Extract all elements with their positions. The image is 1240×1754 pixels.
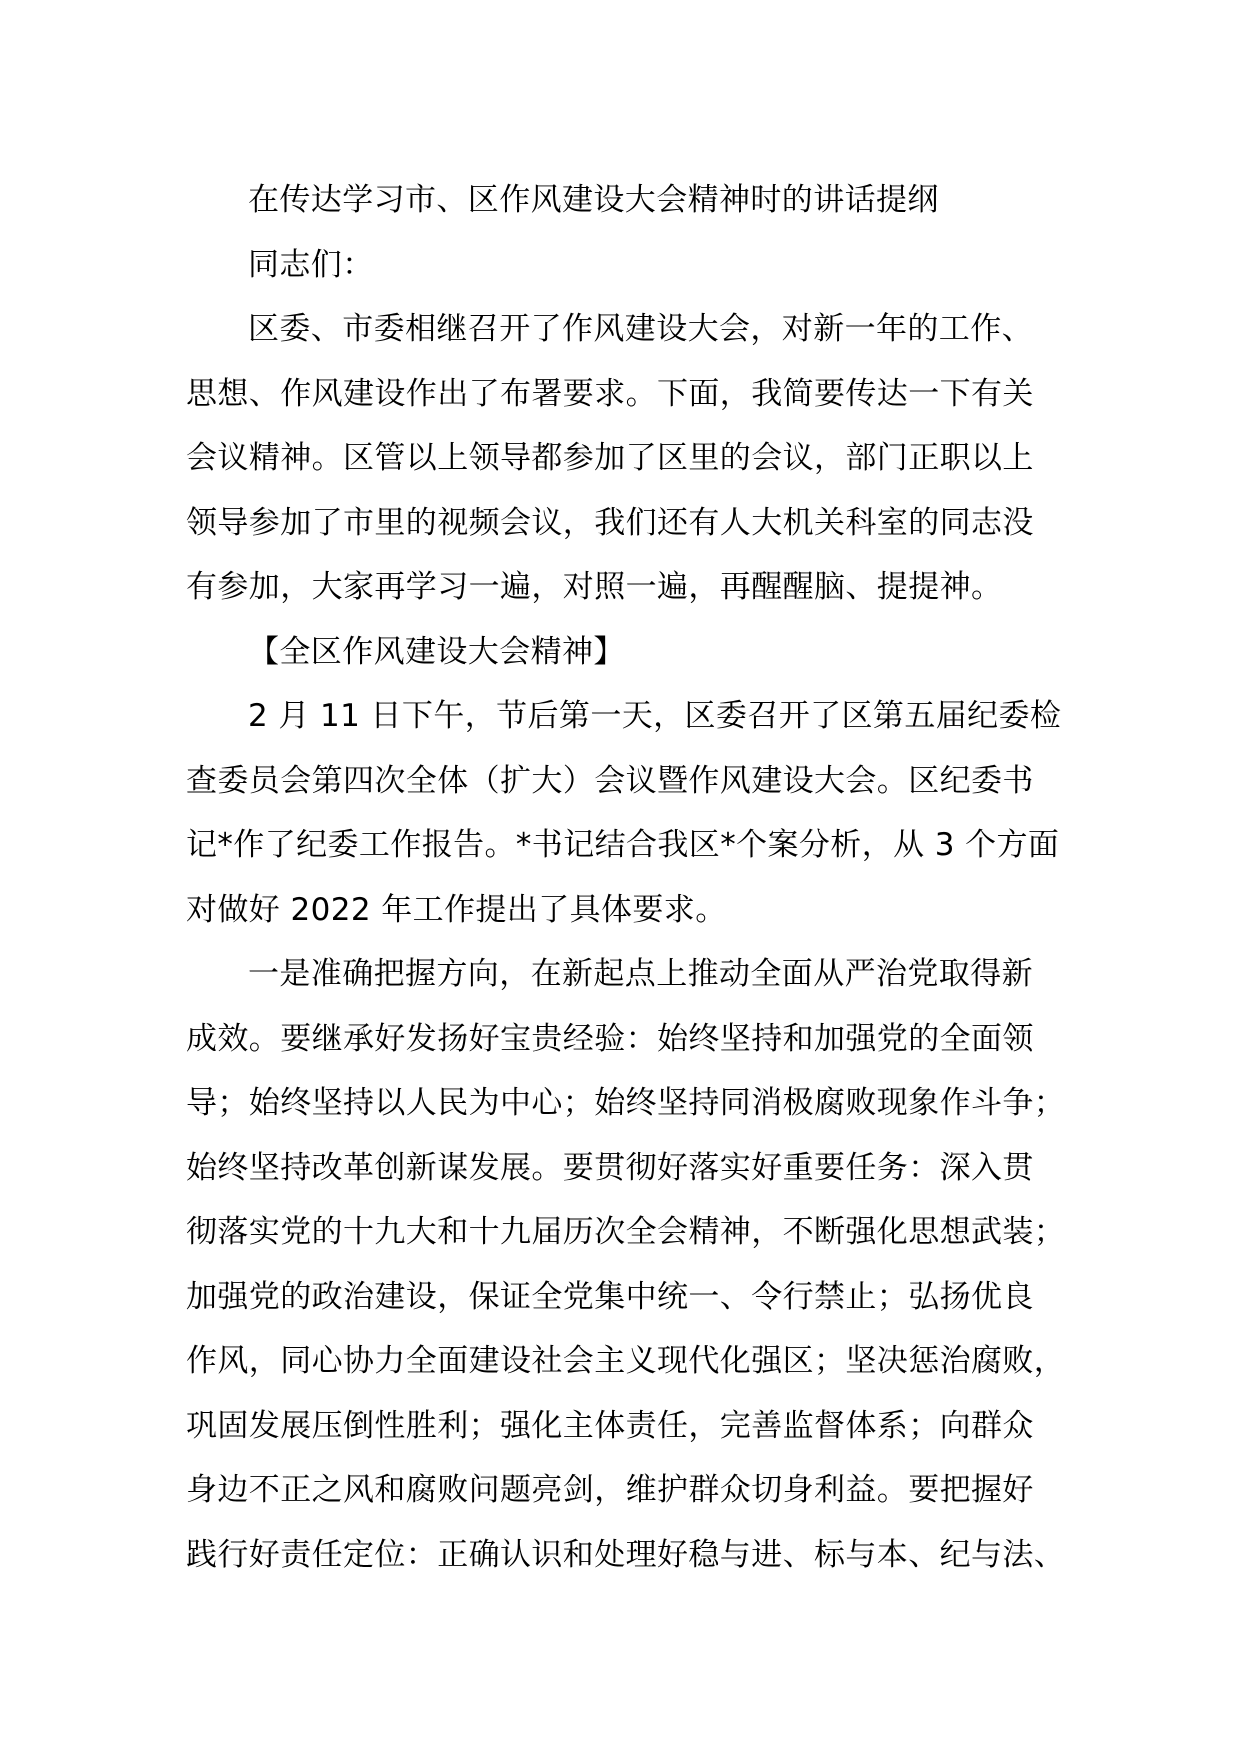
greeting: 同志们： bbox=[248, 246, 374, 283]
paragraph-line: 查委员会第四次全体（扩大）会议暨作风建设大会。区纪委书 bbox=[186, 762, 1034, 799]
paragraph-line: 会议精神。区管以上领导都参加了区里的会议，部门正职以上 bbox=[186, 440, 1034, 476]
paragraph-line: 身边不正之风和腐败问题亮剑，维护群众切身利益。要把握好 bbox=[186, 1472, 1034, 1508]
section-heading: 【全区作风建设大会精神】 bbox=[248, 633, 625, 670]
paragraph-line: 始终坚持改革创新谋发展。要贯彻好落实好重要任务：深入贯 bbox=[186, 1149, 1034, 1186]
paragraph-line: 2 月 11 日下午，节后第一天，区委召开了区第五届纪委检 bbox=[248, 698, 1062, 734]
paragraph-line: 区委、市委相继召开了作风建设大会，对新一年的工作、 bbox=[248, 311, 1033, 347]
paragraph-line: 对做好 2022 年工作提出了具体要求。 bbox=[186, 891, 727, 928]
paragraph-line: 彻落实党的十九大和十九届历次全会精神，不断强化思想武装； bbox=[186, 1214, 1066, 1250]
paragraph-line: 领导参加了市里的视频会议，我们还有人大机关科室的同志没 bbox=[186, 504, 1034, 541]
paragraph-line: 成效。要继承好发扬好宝贵经验：始终坚持和加强党的全面领 bbox=[186, 1020, 1034, 1057]
paragraph-line: 一是准确把握方向，在新起点上推动全面从严治党取得新 bbox=[248, 956, 1033, 992]
document-title: 在传达学习市、区作风建设大会精神时的讲话提纲 bbox=[248, 182, 939, 218]
paragraph-line: 记*作了纪委工作报告。*书记结合我区*个案分析，从 3 个方面 bbox=[186, 827, 1060, 863]
document-body bbox=[186, 168, 1066, 1587]
paragraph-line: 巩固发展压倒性胜利；强化主体责任，完善监督体系；向群众 bbox=[186, 1407, 1034, 1444]
paragraph-line: 践行好责任定位：正确认识和处理好稳与进、标与本、纪与法、 bbox=[186, 1536, 1066, 1573]
paragraph-line: 导；始终坚持以人民为中心；始终坚持同消极腐败现象作斗争； bbox=[186, 1085, 1066, 1121]
paragraph-line: 作风，同心协力全面建设社会主义现代化强区；坚决惩治腐败， bbox=[186, 1343, 1066, 1379]
paragraph-line: 有参加，大家再学习一遍，对照一遍，再醒醒脑、提提神。 bbox=[186, 569, 1003, 605]
paragraph-line: 加强党的政治建设，保证全党集中统一、令行禁止；弘扬优良 bbox=[186, 1278, 1034, 1315]
paragraph-line: 思想、作风建设作出了布署要求。下面，我简要传达一下有关 bbox=[186, 375, 1034, 412]
